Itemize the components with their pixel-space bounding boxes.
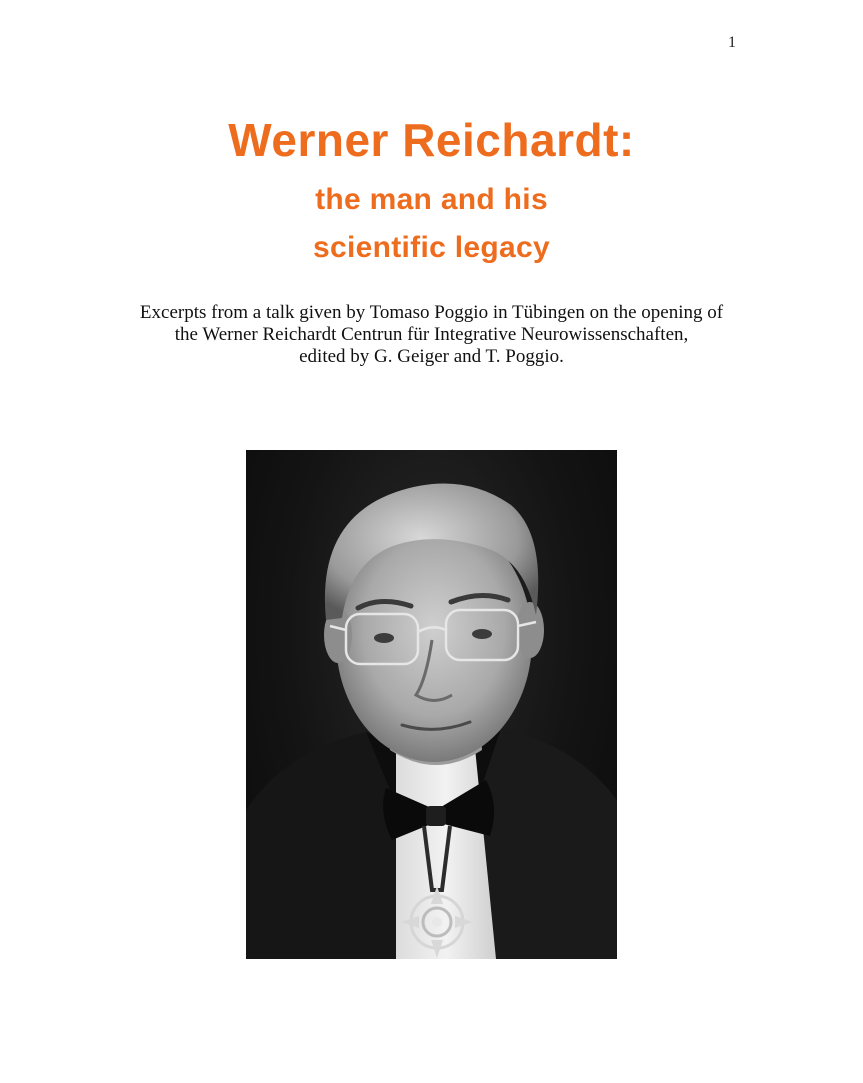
excerpt-line-3: edited by G. Geiger and T. Poggio. <box>299 346 564 367</box>
page-number: 1 <box>728 34 736 51</box>
document-subtitle-line-2: scientific legacy <box>313 231 550 264</box>
excerpt-line-1: Excerpts from a talk given by Tomaso Poggio in Tübingen on the opening of <box>139 302 724 323</box>
excerpt-paragraph <box>100 302 763 368</box>
document-subtitle-line-1: the man and his <box>315 183 548 216</box>
portrait-photo <box>246 450 617 959</box>
portrait-illustration <box>246 450 617 959</box>
document-title: Werner Reichardt: <box>228 114 635 166</box>
excerpt-line-2: the Werner Reichardt Centrun für Integrative Neurowissenschaften, <box>174 324 689 345</box>
